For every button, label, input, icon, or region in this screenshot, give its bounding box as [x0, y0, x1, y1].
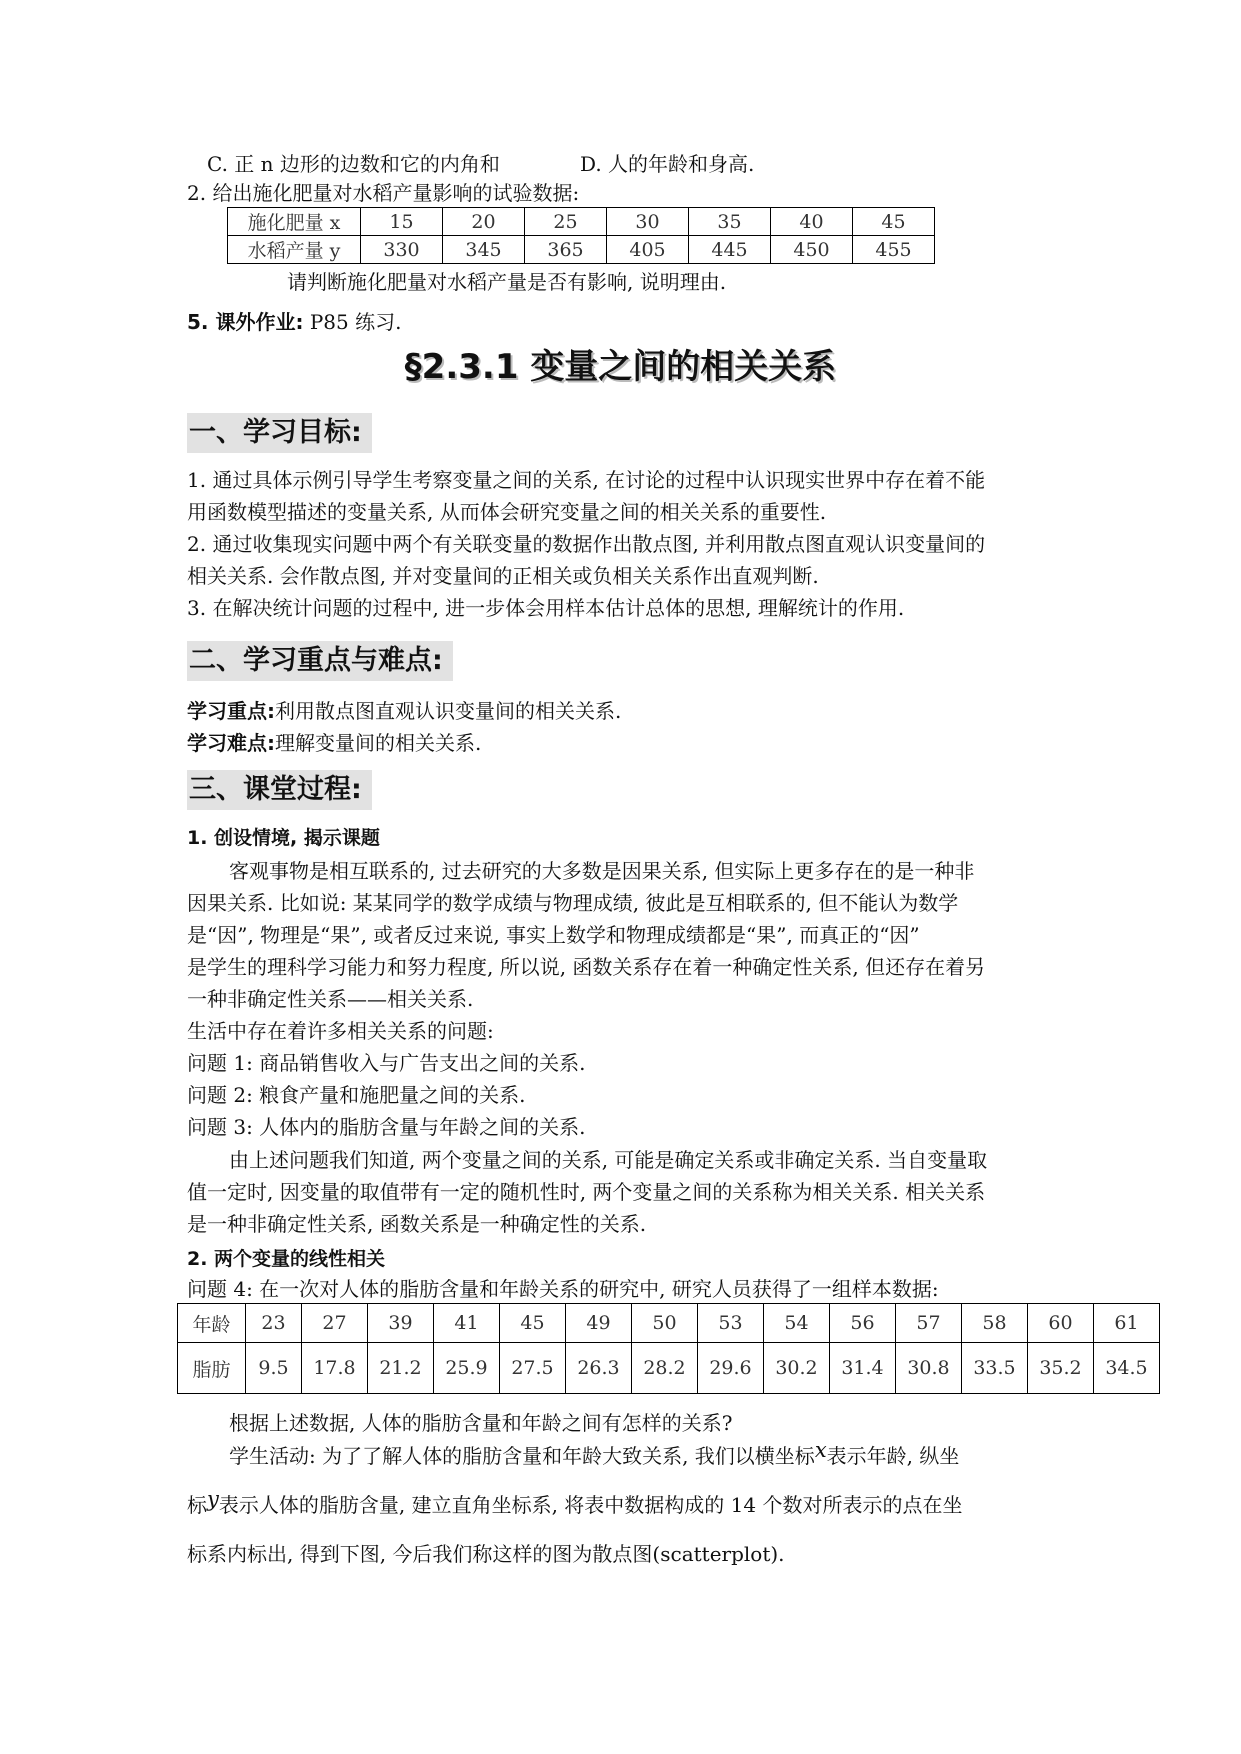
variable-y: y: [207, 1487, 219, 1511]
subheading-context: 1. 创设情境, 揭示课题: [187, 827, 380, 849]
table-cell: 405: [607, 236, 689, 264]
table-cell: 57: [896, 1304, 962, 1343]
heading-class-process: 三、课堂过程:: [187, 770, 372, 810]
question-2-ask: 请判断施化肥量对水稻产量是否有影响, 说明理由.: [287, 270, 727, 294]
table-cell: 34.5: [1094, 1343, 1160, 1394]
table-cell: 39: [368, 1304, 434, 1343]
activity-line: [187, 1487, 963, 1519]
paragraph-line: 一种非确定性关系——相关关系.: [187, 987, 474, 1011]
question-4: 根据上述数据, 人体的脂肪含量和年龄之间有怎样的关系?: [229, 1411, 733, 1435]
problem-item: 问题 1: 商品销售收入与广告支出之间的关系.: [187, 1051, 586, 1075]
table-cell: 30.8: [896, 1343, 962, 1394]
table-cell: 35.2: [1028, 1343, 1094, 1394]
table-cell: 35: [689, 208, 771, 236]
table-cell: 330: [361, 236, 443, 264]
table-cell: 365: [525, 236, 607, 264]
goal-line: 2. 通过收集现实问题中两个有关联变量的数据作出散点图, 并利用散点图直观认识变量间的: [187, 532, 986, 556]
table-cell: 27: [302, 1304, 368, 1343]
table-cell: 25: [525, 208, 607, 236]
table-cell: 61: [1094, 1304, 1160, 1343]
goal-line: 1. 通过具体示例引导学生考察变量之间的关系, 在讨论的过程中认识现实世界中存在着不能: [187, 468, 986, 492]
table-cell: 28.2: [632, 1343, 698, 1394]
heading-learning-goals: 一、学习目标:: [187, 413, 372, 453]
heading-key-points: 二、学习重点与难点:: [187, 641, 453, 681]
table-cell: 41: [434, 1304, 500, 1343]
table-cell: 49: [566, 1304, 632, 1343]
option-d: D. 人的年龄和身高.: [580, 152, 755, 176]
paragraph-line: 由上述问题我们知道, 两个变量之间的关系, 可能是确定关系或非确定关系. 当自变量取: [229, 1148, 988, 1172]
activity-text: 表示年龄, 纵坐: [826, 1444, 960, 1468]
paragraph-line: 客观事物是相互联系的, 过去研究的大多数是因果关系, 但实际上更多存在的是一种非: [229, 859, 975, 883]
table-cell: 40: [771, 208, 853, 236]
table-cell: 26.3: [566, 1343, 632, 1394]
table-cell: 17.8: [302, 1343, 368, 1394]
difficulty-label: 学习难点:: [187, 731, 275, 755]
table-cell: 21.2: [368, 1343, 434, 1394]
table-cell: 25.9: [434, 1343, 500, 1394]
section-title: §2.3.1 变量之间的相关关系: [404, 347, 837, 387]
goal-line: 相关关系. 会作散点图, 并对变量间的正相关或负相关关系作出直观判断.: [187, 564, 819, 588]
table-row: [228, 236, 935, 264]
paragraph-line: 是学生的理科学习能力和努力程度, 所以说, 函数关系存在着一种确定性关系, 但还存在着另: [187, 955, 986, 979]
goal-line: 3. 在解决统计问题的过程中, 进一步体会用样本估计总体的思想, 理解统计的作用.: [187, 596, 905, 620]
variable-x: x: [814, 1438, 827, 1462]
table-cell: 9.5: [246, 1343, 302, 1394]
difficulty: [187, 729, 481, 757]
activity-line: 标系内标出, 得到下图, 今后我们称这样的图为散点图(scatterplot).: [187, 1542, 785, 1566]
table-cell: 30: [607, 208, 689, 236]
table-row: [228, 208, 935, 236]
problem-item: 问题 3: 人体内的脂肪含量与年龄之间的关系.: [187, 1115, 586, 1139]
key-point-label: 学习重点:: [187, 699, 275, 723]
paragraph-line: 值一定时, 因变量的取值带有一定的随机性时, 两个变量之间的关系称为相关关系. 相关关系: [187, 1180, 986, 1204]
problem-4: 问题 4: 在一次对人体的脂肪含量和年龄关系的研究中, 研究人员获得了一组样本数据:: [187, 1277, 939, 1301]
row-label: 水稻产量 y: [228, 236, 361, 264]
table-row: [178, 1343, 1160, 1394]
table-cell: 45: [500, 1304, 566, 1343]
fertilizer-yield-table: [227, 207, 935, 264]
table-cell: 56: [830, 1304, 896, 1343]
row-label: 年龄: [178, 1304, 246, 1343]
table-cell: 30.2: [764, 1343, 830, 1394]
homework-label: 5. 课外作业:: [187, 310, 304, 334]
difficulty-text: 理解变量间的相关关系.: [275, 731, 482, 755]
activity-text: 表示人体的脂肪含量, 建立直角坐标系, 将表中数据构成的 14 个数对所表示的点在坐: [218, 1493, 963, 1517]
activity-line: [229, 1438, 960, 1470]
table-cell: 45: [853, 208, 935, 236]
key-point: [187, 697, 621, 725]
table-cell: 60: [1028, 1304, 1094, 1343]
question-2-prompt: 2. 给出施化肥量对水稻产量影响的试验数据:: [187, 181, 580, 205]
row-label: 施化肥量 x: [228, 208, 361, 236]
homework-text: P85 练习.: [309, 310, 402, 334]
option-c: C. 正 n 边形的边数和它的内角和: [207, 152, 500, 176]
table-cell: 345: [443, 236, 525, 264]
problem-item: 问题 2: 粮食产量和施肥量之间的关系.: [187, 1083, 526, 1107]
table-cell: 33.5: [962, 1343, 1028, 1394]
table-cell: 450: [771, 236, 853, 264]
table-cell: 53: [698, 1304, 764, 1343]
age-fat-table: [177, 1303, 1160, 1394]
table-row: [178, 1304, 1160, 1343]
table-cell: 455: [853, 236, 935, 264]
goal-line: 用函数模型描述的变量关系, 从而体会研究变量之间的相关关系的重要性.: [187, 500, 827, 524]
paragraph-line: 是“因”, 物理是“果”, 或者反过来说, 事实上数学和物理成绩都是“果”, 而真正的“因”: [187, 923, 920, 947]
table-cell: 29.6: [698, 1343, 764, 1394]
row-label: 脂肪: [178, 1343, 246, 1394]
table-cell: 50: [632, 1304, 698, 1343]
table-cell: 15: [361, 208, 443, 236]
table-cell: 20: [443, 208, 525, 236]
table-cell: 54: [764, 1304, 830, 1343]
table-cell: 58: [962, 1304, 1028, 1343]
activity-text: 学生活动: 为了了解人体的脂肪含量和年龄大致关系, 我们以横坐标: [229, 1444, 815, 1468]
subheading-linear-correlation: 2. 两个变量的线性相关: [187, 1248, 386, 1270]
table-cell: 31.4: [830, 1343, 896, 1394]
key-point-text: 利用散点图直观认识变量间的相关关系.: [275, 699, 622, 723]
paragraph-line: 是一种非确定性关系, 函数关系是一种确定性的关系.: [187, 1212, 647, 1236]
table-cell: 23: [246, 1304, 302, 1343]
problems-intro: 生活中存在着许多相关关系的问题:: [187, 1019, 494, 1043]
activity-text: 标: [187, 1493, 207, 1517]
homework: [187, 308, 401, 336]
paragraph-line: 因果关系. 比如说: 某某同学的数学成绩与物理成绩, 彼此是互相联系的, 但不能认为数学: [187, 891, 959, 915]
table-cell: 445: [689, 236, 771, 264]
table-cell: 27.5: [500, 1343, 566, 1394]
